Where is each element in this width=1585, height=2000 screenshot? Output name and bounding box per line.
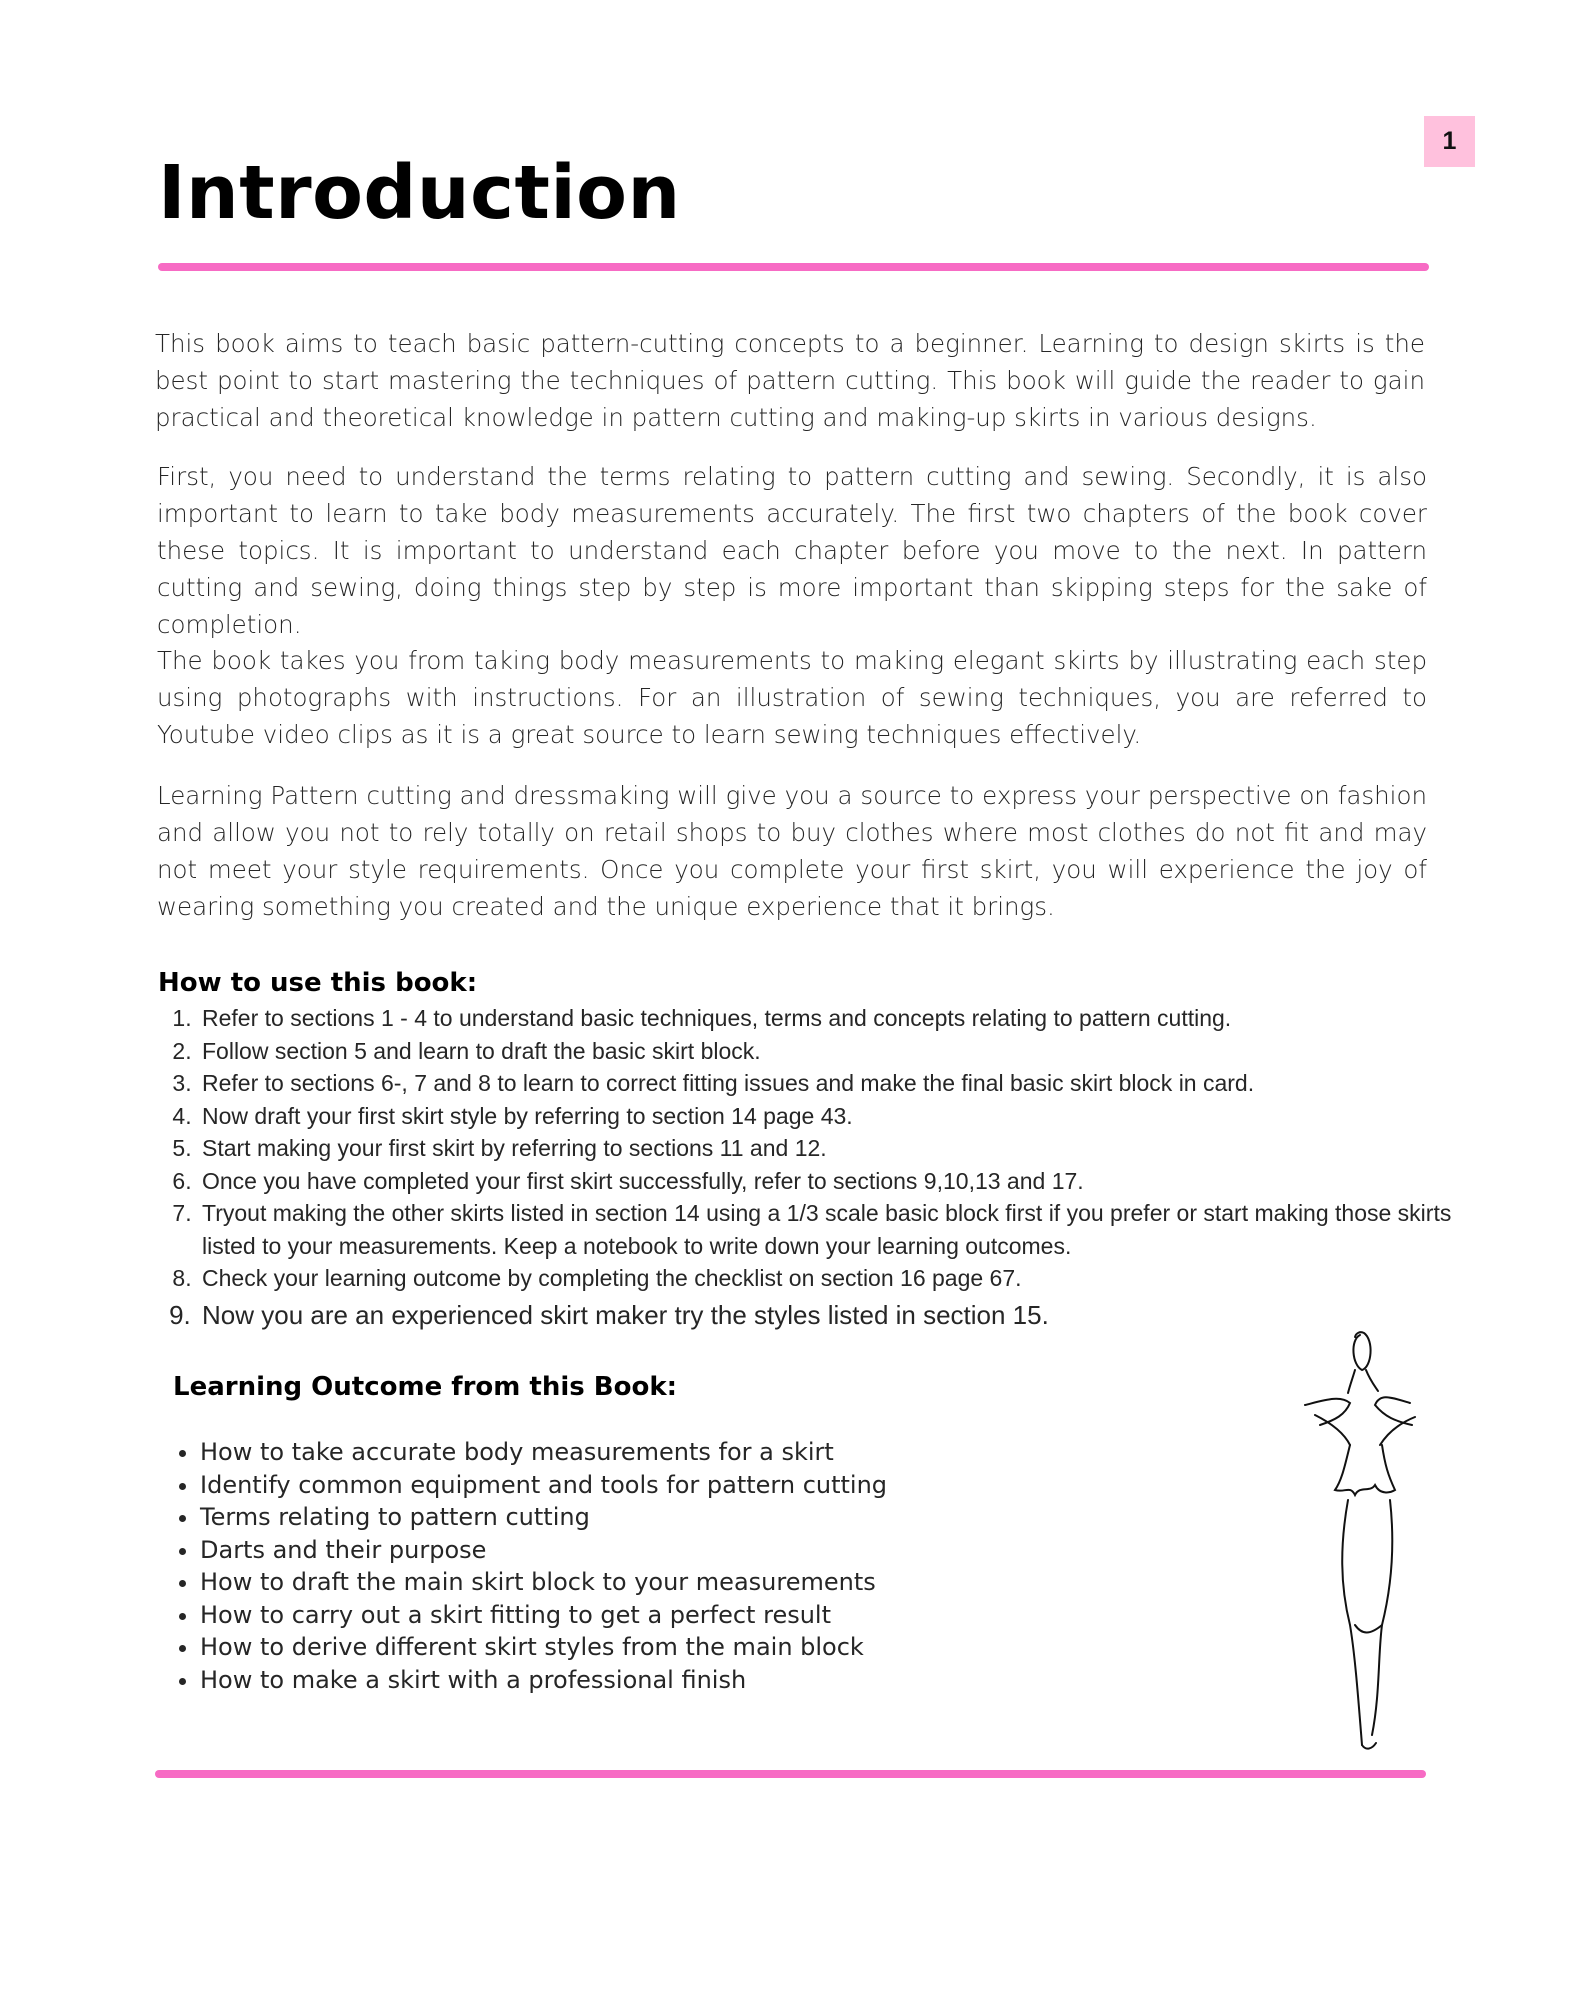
- outcome-item: • How to make a skirt with a professional finish: [200, 1664, 887, 1697]
- learning-outcome-list: [168, 1436, 887, 1696]
- step-item: 7. Tryout making the other skirts listed in section 14 using a 1/3 scale basic block first if you prefer or start making those skirts listed to your measurements. Keep a notebook to write down your learning outcomes.: [198, 1197, 1468, 1262]
- step-item: 8. Check your learning outcome by completing the checklist on section 16 page 67.: [198, 1262, 1468, 1295]
- step-item: 5. Start making your first skirt by referring to sections 11 and 12.: [198, 1132, 1468, 1165]
- step-item: 6. Once you have completed your first skirt successfully, refer to sections 9,10,13 and 17.: [198, 1165, 1468, 1198]
- outcome-item: • How to draft the main skirt block to your measurements: [200, 1566, 887, 1599]
- top-divider: [158, 263, 1429, 271]
- fashion-figure-illustration: [1300, 1325, 1430, 1755]
- step-item: 4. Now draft your first skirt style by referring to section 14 page 43.: [198, 1100, 1468, 1133]
- how-to-use-steps: [168, 1002, 1468, 1335]
- outcome-item: • Darts and their purpose: [200, 1534, 887, 1567]
- outcome-item: • Identify common equipment and tools for pattern cutting: [200, 1469, 887, 1502]
- intro-paragraph-2: First, you need to understand the terms relating to pattern cutting and sewing. Secondly, it is also important to learn to take body measurements accurately. The first two chapters of the book cover these topics. It is important to understand each chapter before you move to the next. In pattern cutting and sewing, doing things step by step is more important than skipping steps for the sake of completion.: [157, 462, 1427, 639]
- outcome-item: • How to derive different skirt styles from the main block: [200, 1631, 887, 1664]
- outcome-item: • How to carry out a skirt fitting to get a perfect result: [200, 1599, 887, 1632]
- page-title: Introduction: [158, 150, 681, 236]
- step-item: 3. Refer to sections 6-, 7 and 8 to learn to correct fitting issues and make the final basic skirt block in card.: [198, 1067, 1468, 1100]
- intro-paragraph-4: Learning Pattern cutting and dressmaking will give you a source to express your perspective on fashion and allow you not to rely totally on retail shops to buy clothes where most clothes do not fit and may not meet your style requirements. Once you complete your first skirt, you will experience the joy of wearing something you created and the unique experience that it brings.: [157, 781, 1427, 921]
- step-item: 2. Follow section 5 and learn to draft the basic skirt block.: [198, 1035, 1468, 1068]
- outcome-item: • How to take accurate body measurements for a skirt: [200, 1436, 887, 1469]
- intro-paragraph-3: The book takes you from taking body measurements to making elegant skirts by illustrating each step using photographs with instructions. For an illustration of sewing techniques, you are referred to Youtube video clips as it is a great source to learn sewing techniques effectively.: [157, 646, 1427, 749]
- step-item: 9. Now you are an experienced skirt maker try the styles listed in section 15.: [198, 1295, 1468, 1335]
- outcome-item: • Terms relating to pattern cutting: [200, 1501, 887, 1534]
- page-number-badge: 1: [1424, 116, 1475, 167]
- learning-outcome-heading: Learning Outcome from this Book:: [173, 1372, 678, 1402]
- bottom-divider: [155, 1770, 1426, 1778]
- how-to-use-heading: How to use this book:: [158, 968, 478, 998]
- intro-paragraph-1: This book aims to teach basic pattern-cutting concepts to a beginner. Learning to design skirts is the best point to start mastering the techniques of pattern cutting. This book will guide the reader to gain practical and theoretical knowledge in pattern cutting and making-up skirts in various designs.: [155, 329, 1425, 432]
- step-item: 1. Refer to sections 1 - 4 to understand basic techniques, terms and concepts relating to pattern cutting.: [198, 1002, 1468, 1035]
